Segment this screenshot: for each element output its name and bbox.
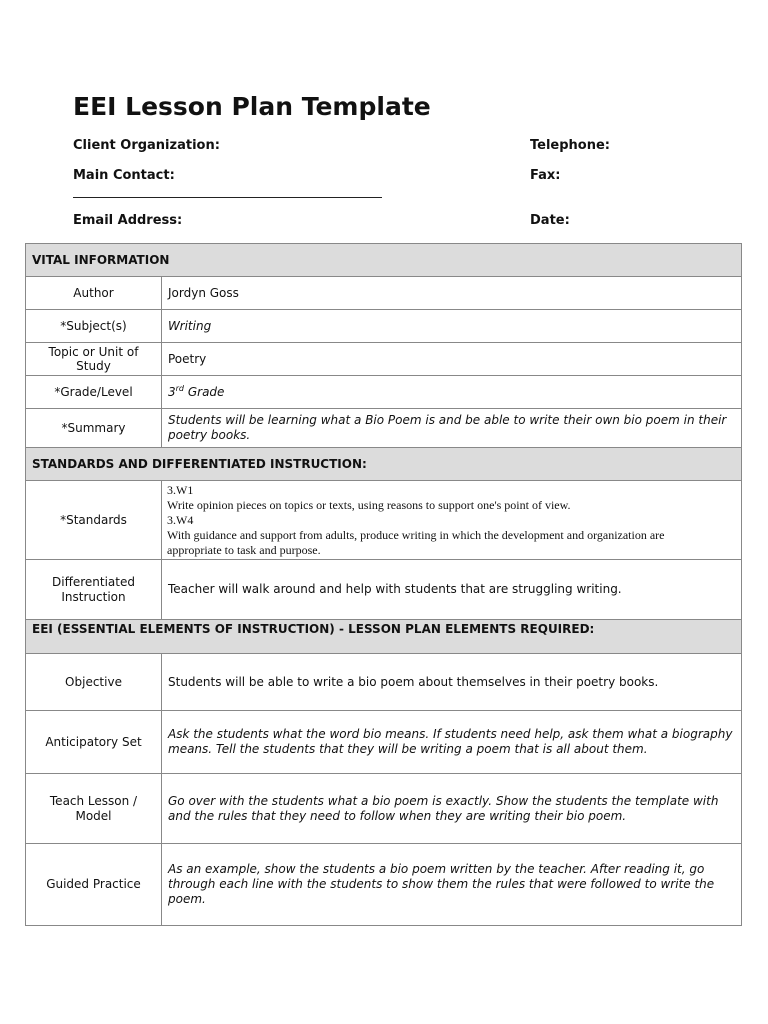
guided-practice-label: Guided Practice — [26, 844, 162, 926]
standards-line: 3.W4 — [167, 512, 194, 527]
standards-line: 3.W1 — [167, 482, 194, 497]
main-contact-underline — [73, 197, 382, 198]
fax-label: Fax: — [530, 168, 561, 183]
section-header-row — [26, 448, 742, 481]
author-label: Author — [26, 277, 162, 310]
vital-information-heading: VITAL INFORMATION — [26, 244, 742, 277]
teach-lesson-label: Teach Lesson / Model — [26, 774, 162, 844]
date-label: Date: — [530, 213, 570, 228]
objective-label: Objective — [26, 654, 162, 711]
standards-line: Write opinion pieces on topics or texts, using reasons to support one's point of view. — [167, 497, 571, 512]
grade-suffix: rd — [175, 383, 185, 393]
subject-value: Writing — [162, 310, 742, 343]
grade-label: *Grade/Level — [26, 376, 162, 409]
table-row — [26, 376, 742, 409]
grade-value — [162, 376, 742, 409]
table-row — [26, 343, 742, 376]
telephone-label: Telephone: — [530, 138, 610, 153]
main-contact-label: Main Contact: — [73, 168, 175, 183]
grade-number: 3 — [168, 384, 176, 399]
anticipatory-set-value: Ask the students what the word bio means. If students need help, ask them what a biography means. Tell the students that they will be writing a poem that is all about them. — [162, 711, 742, 774]
page-title: EEI Lesson Plan Template — [73, 92, 431, 121]
table-row — [26, 711, 742, 774]
table-row — [26, 844, 742, 926]
table-row — [26, 481, 742, 560]
eei-heading — [26, 620, 742, 654]
table-row — [26, 654, 742, 711]
standards-heading: STANDARDS AND DIFFERENTIATED INSTRUCTION: — [26, 448, 742, 481]
table-row — [26, 310, 742, 343]
table-row — [26, 560, 742, 620]
teach-lesson-value: Go over with the students what a bio poem is exactly. Show the students the template with and the rules that they need to follow when they are writing their bio poem. — [162, 774, 742, 844]
standards-label: *Standards — [26, 481, 162, 560]
differentiated-value: Teacher will walk around and help with students that are struggling writing. — [162, 560, 742, 620]
table-row — [26, 277, 742, 310]
objective-value: Students will be able to write a bio poem about themselves in their poetry books. — [162, 654, 742, 711]
author-value: Jordyn Goss — [162, 277, 742, 310]
lesson-plan-table — [25, 243, 742, 926]
grade-word: Grade — [184, 384, 225, 399]
subject-label: *Subject(s) — [26, 310, 162, 343]
section-header-row — [26, 244, 742, 277]
summary-label: *Summary — [26, 409, 162, 448]
topic-label: Topic or Unit of Study — [26, 343, 162, 376]
summary-value: Students will be learning what a Bio Poem is and be able to write their own bio poem in their poetry books. — [162, 409, 742, 448]
standards-line: appropriate to task and purpose. — [167, 542, 321, 557]
table-row — [26, 774, 742, 844]
email-address-label: Email Address: — [73, 213, 183, 228]
eei-heading-text: EEI (ESSENTIAL ELEMENTS OF INSTRUCTION) - LESSON PLAN ELEMENTS REQUIRED: — [32, 622, 595, 636]
section-header-row — [26, 620, 742, 654]
anticipatory-set-label: Anticipatory Set — [26, 711, 162, 774]
guided-practice-value: As an example, show the students a bio poem written by the teacher. After reading it, go through each line with the students to show them the rules that were followed to write the poem. — [162, 844, 742, 926]
client-organization-label: Client Organization: — [73, 138, 220, 153]
differentiated-label: Differentiated Instruction — [26, 560, 162, 620]
table-row — [26, 409, 742, 448]
standards-line: With guidance and support from adults, produce writing in which the development and organization are — [167, 527, 665, 542]
topic-value: Poetry — [162, 343, 742, 376]
standards-value — [162, 481, 742, 560]
